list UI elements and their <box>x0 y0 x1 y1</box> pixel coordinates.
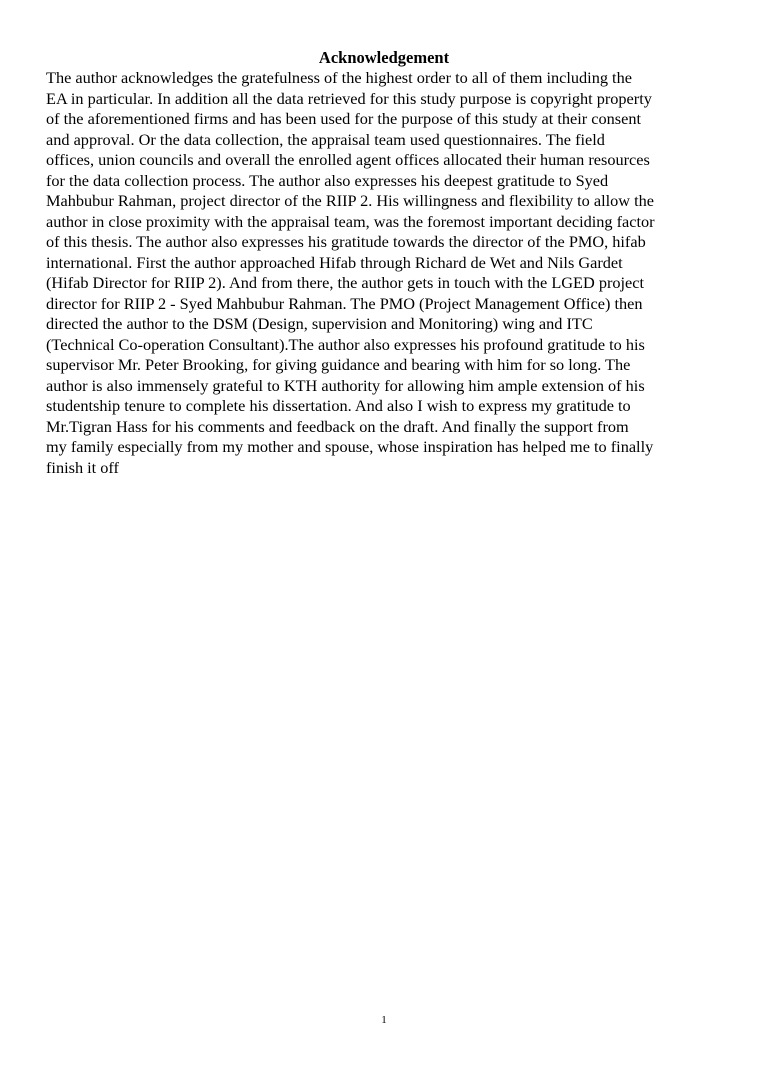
paragraph-line: The author acknowledges the gratefulness of the highest order to all of them including the <box>46 68 632 87</box>
paragraph-line: my family especially from my mother and spouse, whose inspiration has helped me to finally <box>46 437 654 456</box>
paragraph-line: director for RIIP 2 - Syed Mahbubur Rahman. The PMO (Project Management Office) then <box>46 293 643 313</box>
paragraph-line: Mr.Tigran Hass for his comments and feedback on the draft. And finally the support from <box>46 416 629 436</box>
paragraph-line: directed the author to the DSM (Design, supervision and Monitoring) wing and ITC <box>46 314 593 333</box>
paragraph-line: supervisor Mr. Peter Brooking, for giving guidance and bearing with him for so long. The <box>46 355 631 374</box>
page-title: Acknowledgement <box>318 48 450 67</box>
paragraph-line: finish it off <box>46 457 119 477</box>
paragraph-line: author is also immensely grateful to KTH authority for allowing him ample extension of his <box>46 375 645 395</box>
paragraph-line: Mahbubur Rahman, project director of the RIIP 2. His willingness and flexibility to allow the <box>46 191 655 210</box>
paragraph-line: and approval. Or the data collection, the appraisal team used questionnaires. The field <box>46 129 605 149</box>
paragraph-line: offices, union councils and overall the enrolled agent offices allocated their human resources <box>46 150 650 169</box>
paragraph-line: of this thesis. The author also expresses his gratitude towards the director of the PMO, hifab <box>46 232 646 251</box>
paragraph-line: (Hifab Director for RIIP 2). And from there, the author gets in touch with the LGED project <box>46 273 645 292</box>
acknowledgement-paragraph <box>46 68 726 478</box>
paragraph-line: (Technical Co-operation Consultant).The author also expresses his profound gratitude to his <box>46 334 645 354</box>
paragraph-line: for the data collection process. The author also expresses his deepest gratitude to Syed <box>46 170 609 190</box>
paragraph-line: of the aforementioned firms and has been used for the purpose of this study at their consent <box>46 109 642 128</box>
paragraph-line: author in close proximity with the appraisal team, was the foremost important deciding factor <box>46 211 655 231</box>
page-number: 1 <box>381 1014 387 1026</box>
paragraph-line: international. First the author approached Hifab through Richard de Wet and Nils Gardet <box>46 252 623 272</box>
paragraph-line: studentship tenure to complete his dissertation. And also I wish to express my gratitude to <box>46 396 631 415</box>
paragraph-line: EA in particular. In addition all the data retrieved for this study purpose is copyright property <box>46 88 652 108</box>
